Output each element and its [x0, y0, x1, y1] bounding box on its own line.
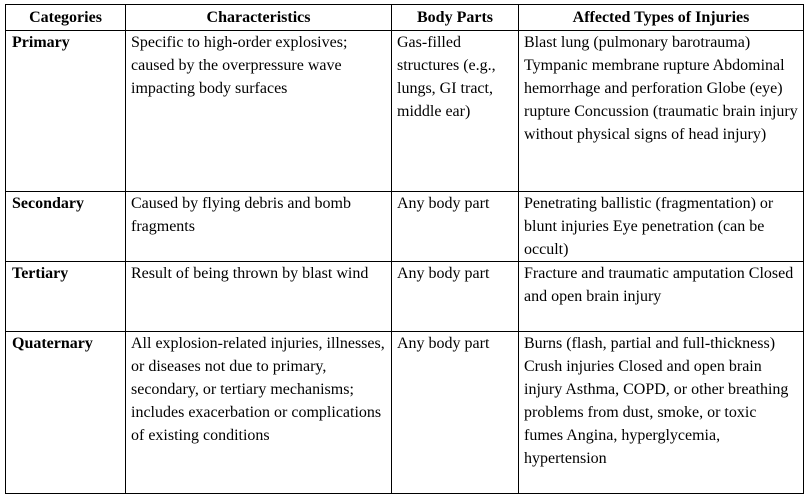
body-parts-cell: Gas-filled structures (e.g., lungs, GI tract, middle ear) [392, 31, 519, 192]
injuries-cell: Fracture and traumatic amputation Closed and open brain injury [519, 262, 804, 332]
blast-injury-table [5, 4, 804, 494]
header-row [6, 5, 804, 31]
table-row [6, 192, 804, 262]
header-injuries: Affected Types of Injuries [519, 5, 804, 31]
category-cell: Primary [6, 31, 126, 192]
characteristics-cell: Result of being thrown by blast wind [126, 262, 392, 332]
table-row [6, 332, 804, 494]
table-row [6, 31, 804, 192]
header-categories: Categories [6, 5, 126, 31]
category-cell: Quaternary [6, 332, 126, 494]
injuries-cell: Penetrating ballistic (fragmentation) or blunt injuries Eye penetration (can be occult) [519, 192, 804, 262]
category-cell: Secondary [6, 192, 126, 262]
body-parts-cell: Any body part [392, 262, 519, 332]
characteristics-cell: Caused by flying debris and bomb fragments [126, 192, 392, 262]
body-parts-cell: Any body part [392, 332, 519, 494]
table-row [6, 262, 804, 332]
body-parts-cell: Any body part [392, 192, 519, 262]
header-body-parts: Body Parts [392, 5, 519, 31]
characteristics-cell: Specific to high-order explosives; caused by the overpressure wave impacting body surfaces [126, 31, 392, 192]
characteristics-cell: All explosion-related injuries, illnesses, or diseases not due to primary, secondary, or tertiary mechanisms; includes exacerbation or complications of existing conditions [126, 332, 392, 494]
injuries-cell: Blast lung (pulmonary barotrauma) Tympanic membrane rupture Abdominal hemorrhage and perforation Globe (eye) rupture Concussion (traumatic brain injury without physical signs of head injury) [519, 31, 804, 192]
category-cell: Tertiary [6, 262, 126, 332]
injuries-cell: Burns (flash, partial and full-thickness) Crush injuries Closed and open brain injury Asthma, COPD, or other breathing problems from dust, smoke, or toxic fumes Angina, hyperglycemia, hypertension [519, 332, 804, 494]
header-characteristics: Characteristics [126, 5, 392, 31]
